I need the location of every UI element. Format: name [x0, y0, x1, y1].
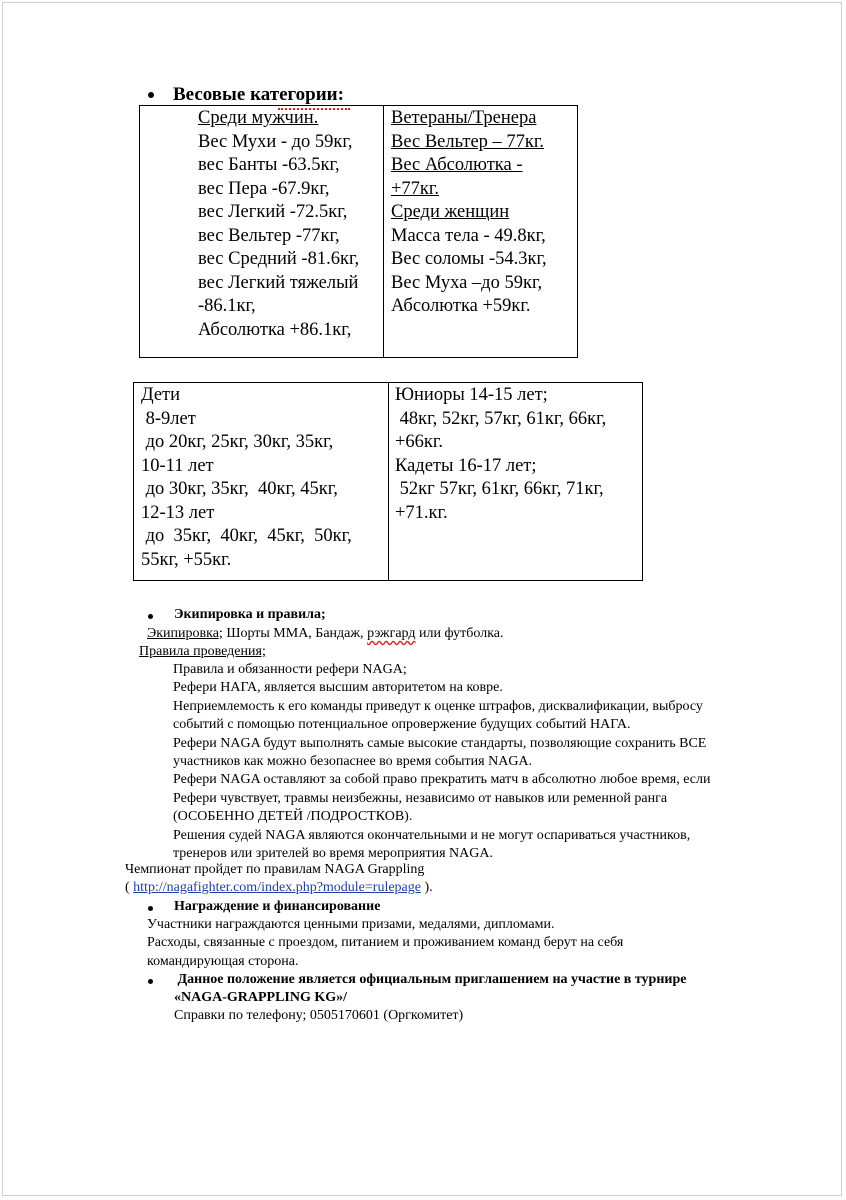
rules-line: Рефери NAGA оставляют за собой право прекратить матч в абсолютно любое время, если	[173, 772, 711, 788]
table-line: вес Средний -81.6кг,	[198, 249, 360, 269]
table-line: Кадеты 16-17 лет;	[395, 455, 537, 476]
rules-line: Рефери чувствует, травмы неизбежны, независимо от навыков или ременной ранга	[173, 790, 668, 806]
table-line: вес Легкий -72.5кг,	[198, 202, 348, 222]
bullet-dot	[148, 979, 153, 984]
awards-heading: Награждение и финансирование	[174, 899, 381, 914]
table-divider	[383, 105, 384, 358]
table-line: +66кг.	[395, 432, 444, 452]
rules-line: Рефери NAGA будут выполнять самые высокие стандарты, позволяющие сохранить ВСЕ	[173, 735, 707, 751]
link-open: (	[125, 880, 134, 895]
awards-line: командирующая сторона.	[147, 953, 299, 969]
table-line: до 35кг, 40кг, 45кг, 50кг,	[141, 526, 352, 546]
table-line: 55кг, +55кг.	[141, 549, 232, 570]
rules-line: Правила и обязанности рефери NAGA;	[173, 662, 407, 677]
equipment-tail: или футболка.	[415, 626, 504, 641]
table-line: вес Банты -63.5кг,	[198, 155, 340, 175]
table-line: до 30кг, 35кг, 40кг, 45кг,	[141, 479, 338, 499]
rules-line: участников как можно безопаснее во время события NAGA.	[173, 754, 533, 770]
table-line: Вес соломы -54.3кг,	[391, 249, 547, 269]
weight-categories-heading-text: Весовые категории:	[173, 84, 344, 105]
women-header: Среди женщин	[391, 202, 510, 222]
naga-rules-link[interactable]: http://nagafighter.com/index.php?module=rulepage	[133, 880, 421, 895]
awards-line: Участники награждаются ценными призами, медалями, дипломами.	[147, 917, 555, 932]
equipment-line	[147, 625, 504, 643]
invitation-line: Данное положение является официальным приглашением на участие в турнире	[174, 972, 687, 987]
table-line: до 20кг, 25кг, 30кг, 35кг,	[141, 432, 334, 452]
link-close: ).	[421, 880, 433, 895]
rules-label: Правила проведения;	[139, 644, 266, 659]
table-line: вес Пера -67.9кг,	[198, 178, 330, 199]
table-line: Абсолютка +59кг.	[391, 296, 531, 316]
table-line: вес Легкий тяжелый	[198, 272, 359, 293]
table-line: 10-11 лет	[141, 455, 214, 476]
awards-text	[147, 916, 787, 971]
men-categories-cell	[198, 107, 383, 342]
contact-line: Справки по телефону; 0505170601 (Оргкомитет)	[174, 1008, 464, 1023]
table-line: Абсолютка +86.1кг,	[198, 319, 352, 340]
table-line: Вес Муха –до 59кг,	[391, 272, 543, 293]
equipment-word: рэжгард	[367, 626, 416, 641]
rules-line: Решения судей NAGA являются окончательными и не могут оспариваться участников,	[173, 827, 691, 843]
rules-line: Рефери НАГА, является высшим авторитетом на ковре.	[173, 680, 503, 696]
table-line: Дети	[141, 385, 181, 405]
rules-line: тренеров или зрителей во время мероприятия NAGA.	[173, 846, 493, 862]
table-line: 52кг 57кг, 61кг, 66кг, 71кг,	[395, 479, 604, 499]
table-line: 12-13 лет	[141, 502, 215, 523]
table-line: Масса тела - 49.8кг,	[391, 225, 546, 246]
bullet-dot	[148, 614, 153, 619]
table-line: Вес Абсолютка -	[391, 155, 523, 175]
rules-line: Неприемлемость к его команды приведут к оценке штрафов, дисквалификации, выбросу	[173, 698, 703, 714]
rules-line: событий с помощью потенциальное опровержение будущих событий НАГА.	[173, 717, 631, 733]
invitation-tournament-name: «NAGA-GRAPPLING KG»/	[174, 990, 348, 1005]
veterans-header: Ветераны/Тренера	[391, 108, 537, 128]
rules-link-line	[125, 879, 433, 897]
table-line: Вес Мухи - до 59кг,	[198, 131, 353, 152]
table-line: Юниоры 14-15 лет;	[395, 385, 548, 405]
table-divider	[388, 382, 389, 581]
awards-line: Расходы, связанные с проездом, питанием и проживанием команд берут на себя	[147, 935, 624, 951]
equipment-text: Шорты ММА, Бандаж,	[222, 626, 368, 641]
championship-line: Чемпионат пройдет по правилам NAGA Grappling	[125, 862, 425, 877]
table-line: Вес Вельтер – 77кг.	[391, 131, 545, 152]
equipment-label: Экипировка;	[147, 626, 223, 641]
table-line: вес Вельтер -77кг,	[198, 225, 340, 246]
table-line: 8-9лет	[141, 408, 196, 429]
table-line: 48кг, 52кг, 57кг, 61кг, 66кг,	[395, 408, 607, 429]
men-header: Среди мужчин.	[198, 108, 319, 128]
weight-categories-heading	[173, 84, 344, 106]
rules-line: (ОСОБЕННО ДЕТЕЙ /ПОДРОСТКОВ).	[173, 809, 413, 825]
table-line: +77кг.	[391, 178, 440, 199]
table-line: -86.1кг,	[198, 296, 256, 316]
equipment-heading: Экипировка и правила;	[174, 607, 326, 622]
rules-list	[173, 661, 813, 863]
table-line: +71.кг.	[395, 502, 448, 523]
veterans-women-cell	[391, 107, 576, 319]
juniors-cadets-cell	[395, 384, 640, 525]
bullet-dot	[148, 92, 154, 98]
bullet-dot	[148, 906, 153, 911]
children-cell	[141, 384, 386, 572]
